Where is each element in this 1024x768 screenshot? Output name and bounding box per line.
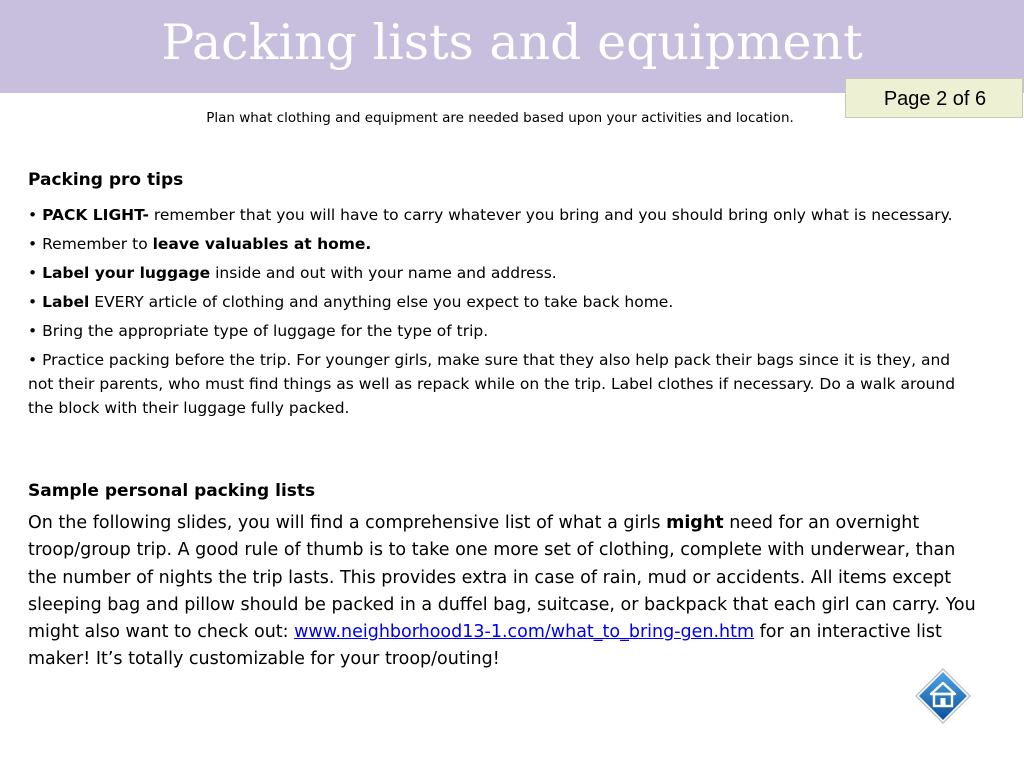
bullet: •	[28, 206, 38, 224]
page-indicator-label: Page 2 of 6	[883, 88, 987, 110]
para-text: for an interactive list maker! It’s totally customizable for your troop/outing!	[28, 622, 942, 670]
packing-list-link[interactable]: www.neighborhood13-1.com/what_to_bring-gen.htm	[294, 622, 755, 643]
tip-item	[28, 319, 978, 343]
tip-item	[28, 290, 978, 314]
sample-heading: Sample personal packing lists	[28, 481, 316, 501]
bullet: •	[28, 235, 38, 253]
tip-bold-lead: PACK LIGHT-	[42, 206, 149, 224]
para-text: need for an overnight troop/group trip. A good rule of thumb is to take one more set of clothing, complete with underwear, than the number of nights the trip lasts. This provides extra in case of rain, mud or accidents. All items except sleeping bag and pillow should be packed in a duffel bag, suitcase, or backpack that each girl can carry. You might also want to check out:	[28, 513, 976, 643]
bullet: •	[28, 322, 38, 340]
tip-text: remember that you will have to carry whatever you bring and you should bring only what is necessary.	[148, 206, 953, 224]
tip-item	[28, 348, 978, 420]
tip-text: Remember to	[42, 235, 153, 253]
bullet: •	[28, 293, 38, 311]
tip-text: inside and out with your name and address.	[210, 264, 557, 282]
tip-bold: leave valuables at home.	[152, 235, 372, 253]
home-icon	[913, 666, 973, 726]
tip-bold-lead: Label	[42, 293, 90, 311]
tip-text: Practice packing before the trip. For younger girls, make sure that they also help pack their bags since it is they, and not their parents, who must find things as well as repack while on the trip. Label clothes if necessary. Do a walk around the block with their luggage fully packed.	[28, 351, 956, 417]
subtitle: Plan what clothing and equipment are needed based upon your activities and location.	[206, 110, 794, 126]
home-button[interactable]	[913, 666, 973, 726]
tip-text: EVERY article of clothing and anything else you expect to take back home.	[89, 293, 674, 311]
tip-item	[28, 203, 978, 227]
bullet: •	[28, 351, 38, 369]
page-title: Packing lists and equipment	[161, 14, 863, 71]
tip-text: Bring the appropriate type of luggage for the type of trip.	[42, 322, 489, 340]
tips-heading: Packing pro tips	[28, 170, 184, 190]
bullet: •	[28, 264, 38, 282]
tip-bold-lead: Label your luggage	[42, 264, 211, 282]
tip-item	[28, 261, 978, 285]
tip-item	[28, 232, 978, 256]
sample-paragraph	[28, 510, 978, 674]
para-bold: might	[666, 513, 724, 533]
para-text: On the following slides, you will find a comprehensive list of what a girls	[28, 513, 667, 533]
tips-list	[28, 203, 978, 425]
page-indicator	[845, 78, 1023, 118]
